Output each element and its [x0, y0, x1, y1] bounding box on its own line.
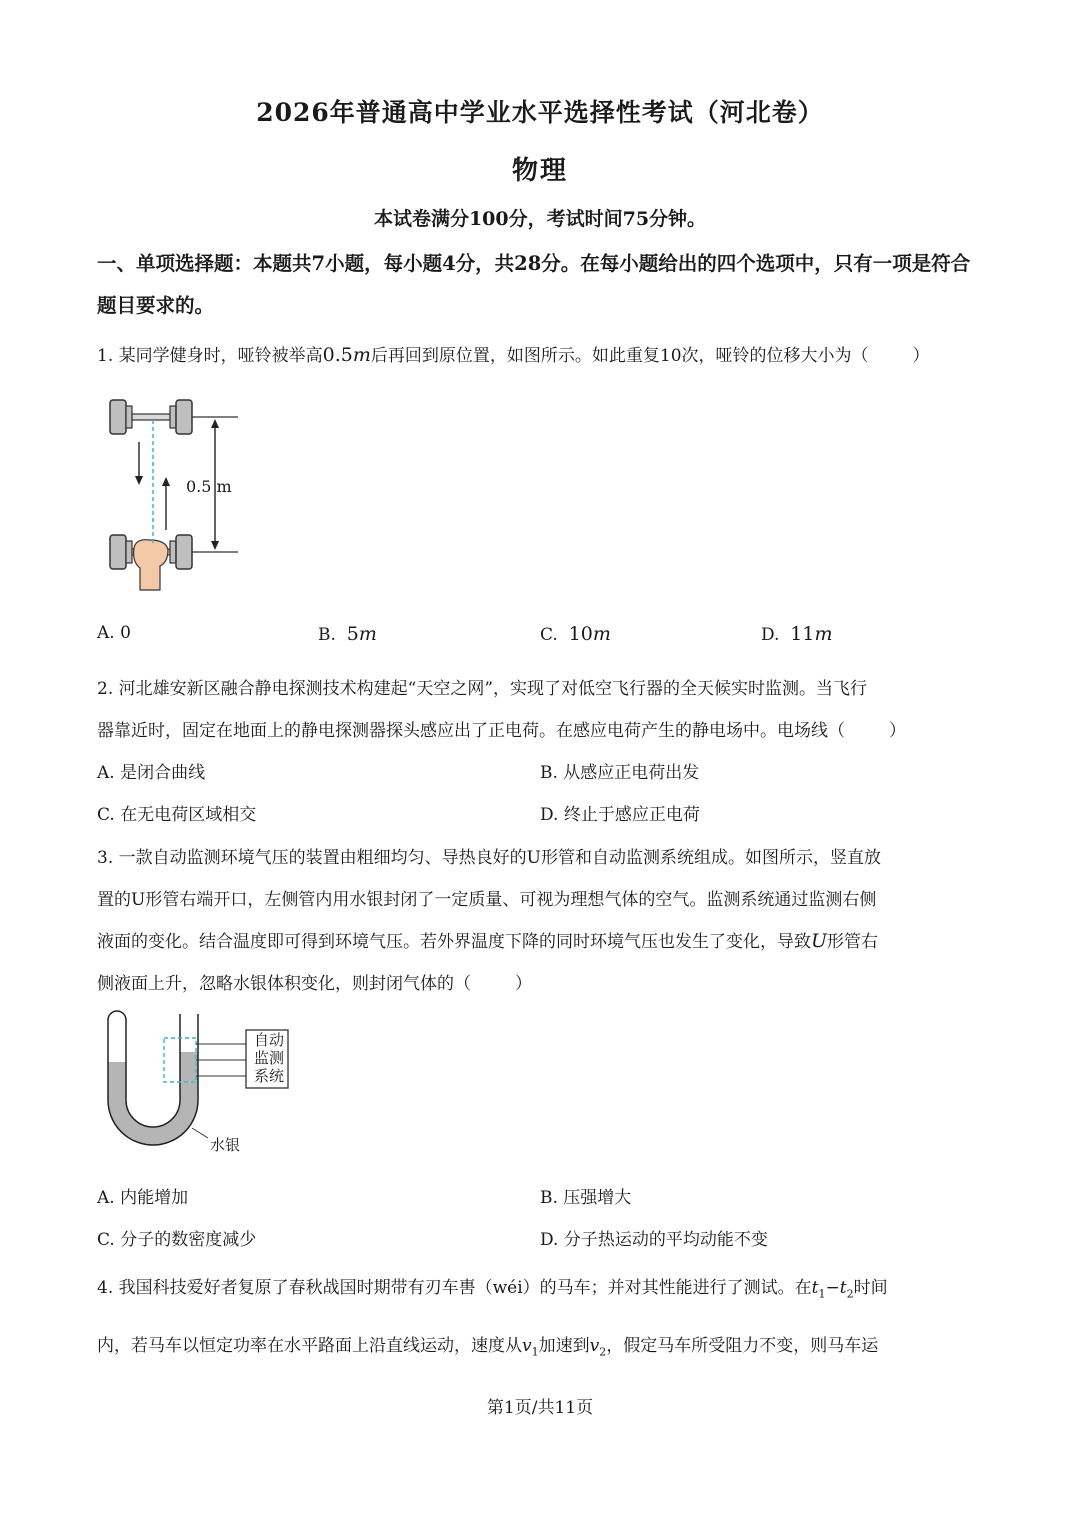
q4-line-2: 内，若马车以恒定功率在水平路面上沿直线运动，速度从$v_1$加速到$v_2$，假定马车所受阻力不变，则马车运	[97, 1336, 879, 1359]
mercury-label: 水银	[210, 1136, 241, 1154]
q3-option-c: C. 分子的数密度减少	[97, 1230, 257, 1250]
q3-line-2: 置的U形管右端开口，左侧管内用水银封闭了一定质量、可视为理想气体的空气。监测系统通过监测右侧	[97, 890, 877, 910]
mercury-fill	[108, 1052, 198, 1145]
q2-option-d: D. 终止于感应正电荷	[540, 805, 700, 825]
exam-title: 2026年普通高中学业水平选择性考试（河北卷）	[256, 98, 824, 127]
dumbbell-top-icon	[110, 400, 192, 434]
q1-figure-label: 0.5 m	[186, 477, 232, 496]
q1-option-a: A. 0	[97, 623, 131, 643]
q3-line-4: 侧液面上升，忽略水银体积变化，则封闭气体的（ ）	[97, 974, 532, 994]
q2-line-2: 器靠近时，固定在地面上的静电探测器探头感应出了正电荷。在感应电荷产生的静电场中。电场线（ ）	[97, 721, 906, 741]
q2-option-b: B. 从感应正电荷出发	[540, 763, 700, 783]
q4-line-1: 4. 我国科技爱好者复原了春秋战国时期带有刃车軎（wéi）的马车；并对其性能进行了测试。在$t_1-t_2$时间	[97, 1278, 888, 1301]
q3-option-b: B. 压强增大	[540, 1188, 632, 1208]
q2-option-c: C. 在无电荷区域相交	[97, 805, 257, 825]
q1-option-d: D. 11m	[761, 623, 833, 645]
q1-option-b: B. 5m	[318, 623, 377, 645]
q3-line-3: 液面的变化。结合温度即可得到环境气压。若外界温度下降的同时环境气压也发生了变化，导致U形管右	[97, 930, 879, 952]
hand-icon	[134, 540, 168, 590]
q1-option-c: C. 10m	[540, 623, 611, 645]
q3-option-a: A. 内能增加	[97, 1188, 189, 1208]
q2-line-1: 2. 河北雄安新区融合静电探测技术构建起“天空之网”，实现了对低空飞行器的全天候实时监测。当飞行	[97, 679, 868, 699]
q3-option-d: D. 分子热运动的平均动能不变	[540, 1230, 768, 1250]
exam-note: 本试卷满分100分，考试时间75分钟。	[373, 208, 707, 230]
q3-line-1: 3. 一款自动监测环境气压的装置由粗细均匀、导热良好的U形管和自动监测系统组成。如图所示，竖直放	[97, 848, 881, 868]
q1-stem: 1. 某同学健身时，哑铃被举高0.5m后再回到原位置，如图所示。如此重复10次，哑铃的位移大小为（ ）	[97, 344, 930, 366]
page-footer: 第1页/共11页	[486, 1398, 594, 1418]
q2-option-a: A. 是闭合曲线	[97, 763, 206, 783]
subject-title: 物理	[511, 156, 568, 186]
section-heading: 一、单项选择题：本题共7小题，每小题4分，共28分。在每小题给出的四个选项中，只有一项是符合题目要求的。	[97, 252, 971, 317]
system-box-label: 自动 监测 系统	[253, 1031, 284, 1085]
